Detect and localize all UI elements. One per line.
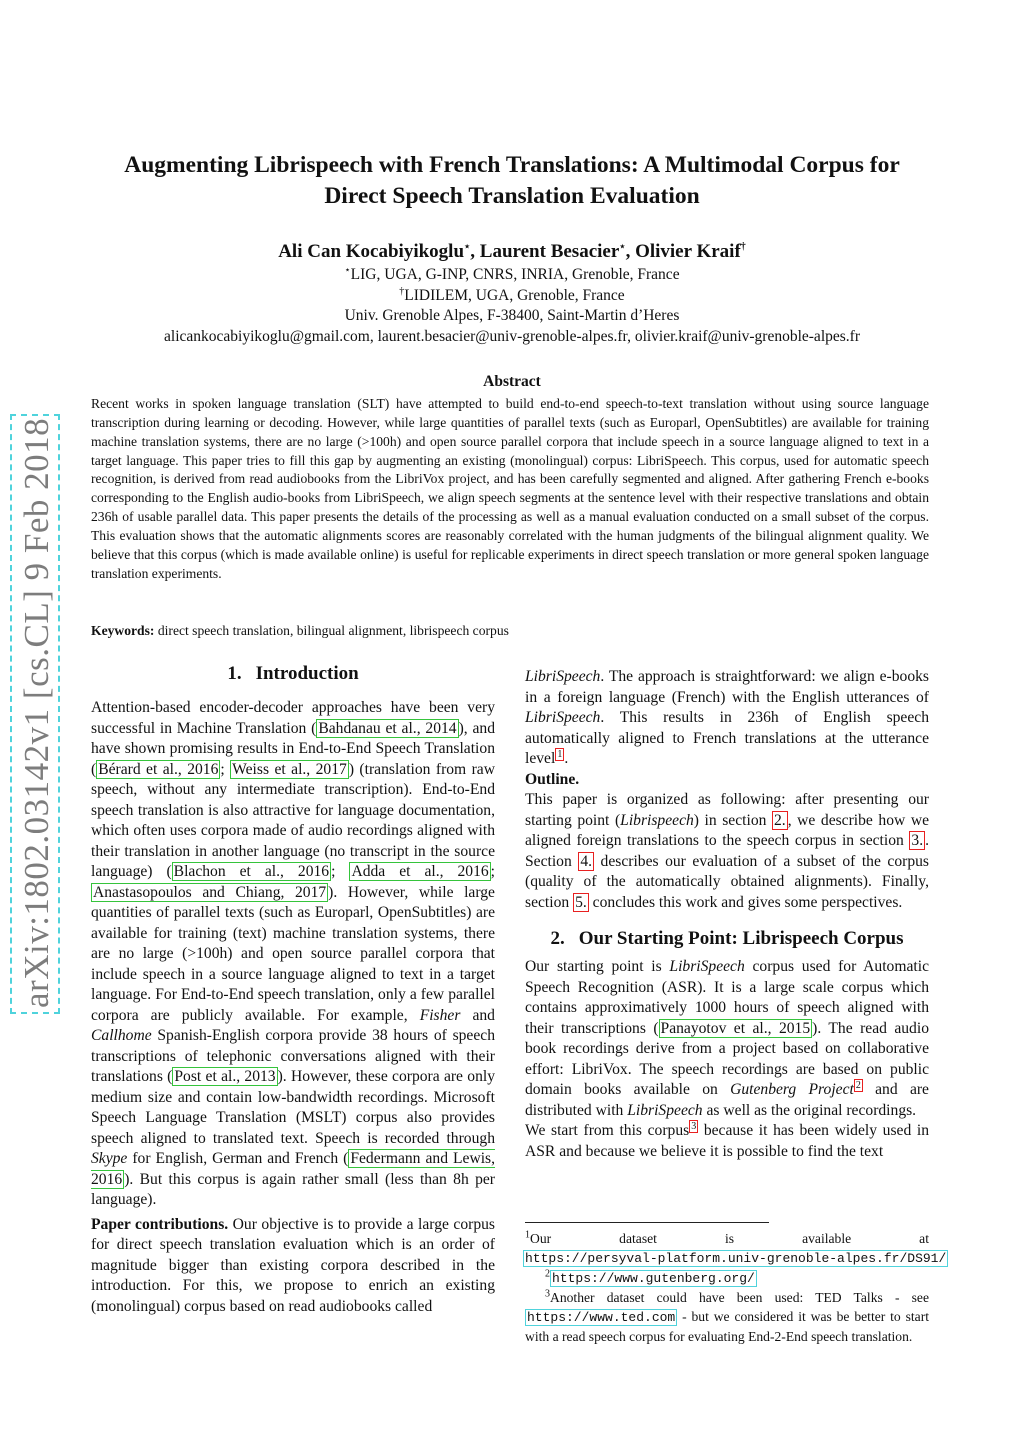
affiliation-line-1: ⋆LIG, UGA, G-INP, CNRS, INRIA, Grenoble, France	[344, 264, 680, 283]
footnote-2: $^2$ https://www.gutenberg.org/	[545, 1268, 755, 1286]
ted-url-link[interactable]: https://www.ted.com	[527, 1310, 676, 1325]
author-2-mark: ⋆	[619, 241, 626, 253]
title-line-2: Direct Speech Translation Evaluation	[324, 183, 700, 209]
footnotes	[525, 1222, 947, 1346]
citation-link[interactable]: Federmann and Lewis, 2016	[91, 1150, 495, 1188]
author-2: Laurent Besacier	[479, 241, 620, 262]
citation-link[interactable]: Post et al., 2013	[174, 1068, 276, 1085]
footnote-ref[interactable]: 2	[855, 1079, 861, 1091]
citation-link[interactable]: Adda et al., 2016	[351, 863, 489, 880]
section-link[interactable]: 4.	[580, 852, 593, 870]
citation-link[interactable]: Bérard et al., 2016	[98, 760, 219, 778]
citation-link[interactable]: Weiss et al., 2017	[232, 760, 347, 778]
intro-continuation: LibriSpeech. The approach is straightforward: we align e-books in a foreign language (French) with the English utterances of LibriSpeech. This results in 236h of English speech automatically aligned to French translations at the utterance level $^1$ .	[525, 668, 929, 767]
author-3: Olivier Kraif	[635, 241, 741, 262]
right-column	[525, 667, 929, 1162]
citation-link[interactable]: Panayotov et al., 2015	[660, 1019, 811, 1037]
section-link[interactable]: 3.	[911, 832, 924, 849]
author-emails: alicankocabiyikoglu@gmail.com, laurent.besacier@univ-grenoble-alpes.fr, olivier.kraif@univ-grenoble-alpes.fr	[164, 327, 860, 345]
dataset-url-link[interactable]: https://persyval-platform.univ-grenoble-alpes.fr/DS91/	[525, 1251, 947, 1266]
section-1-heading: 1. Introduction	[227, 663, 359, 684]
footnote-3: $^3$Another dataset could have been used: TED Talks - see https://www.ted.com - but we considered it was be better to start with a read speech corpus for evaluating End-2-End speech translation.	[525, 1288, 929, 1344]
contributions-paragraph: Paper contributions. Our objective is to provide a large corpus for direct speech translation evaluation which is an order of magnitude bigger than existing corpora described in the introduction. For this, we propose to enrich an existing (monolingual) corpus based on read audiobooks called	[91, 1215, 495, 1315]
affiliation-line-3: Univ. Grenoble Alpes, F-38400, Saint-Martin d’Heres	[344, 307, 680, 324]
arxiv-stamp[interactable]: arXiv:1802.03142v1 [cs.CL] 9 Feb 2018	[10, 414, 60, 1014]
citation-link[interactable]: Blachon et al., 2016	[173, 863, 330, 880]
author-3-mark: †	[740, 241, 746, 253]
footnote-1-url-line	[523, 1248, 947, 1268]
author-1: Ali Can Kocabiyikoglu	[278, 241, 465, 262]
section-2-paragraph: Our starting point is LibriSpeech corpus used for Automatic Speech Recognition (ASR). It is a large scale corpus which contains approximatively 1000 hours of speech aligned with their transcriptions ( Panayotov et al., 2015 ). The read audio book recordings derive from a project based on collaborative effort: LibriVox. The speech recordings are based on public domain books available on Gutenberg Project $^2$ and are distributed with LibriSpeech as well as the original recordings.	[525, 958, 929, 1119]
paper-title	[60, 150, 964, 212]
title-line-1: Augmenting Librispeech with French Translations: A Multimodal Corpus for	[124, 152, 900, 178]
section-2-paragraph-2: We start from this corpus $^3$ because it has been widely used in ASR and because we believe it is possible to find the text	[525, 1120, 929, 1160]
citation-link[interactable]: Bahdanau et al., 2014	[318, 719, 457, 737]
gutenberg-url-link[interactable]: https://www.gutenberg.org/	[552, 1271, 755, 1286]
outline-paragraph: This paper is organized as following: after presenting our starting point (Librispeech) in section 2. , we describe how we aligned foreign translations to the speech corpus in section 3. . Section 4. describes our evaluation of a subset of the corpus (quality of the automatically obtained alignments). Finally, section 5. concludes this work and gives some perspectives.	[525, 791, 930, 911]
keywords	[91, 622, 929, 640]
affiliations	[60, 265, 964, 347]
abstract-body: Recent works in spoken language translation (SLT) have attempted to build end-to-end speech-to-text translation without using source language transcription during learning or decoding. However, while large quantities of parallel texts (such as Europarl, OpenSubtitles) are available for training machine translation systems, there are no large (>100h) and open source parallel corpora that include speech in a source language aligned to text in a target language. This paper tries to fill this gap by augmenting an existing (monolingual) corpus: LibriSpeech. This corpus, used for automatic speech recognition, is derived from read audiobooks from the LibriVox project, and has been carefully segmented and aligned. After gathering French e-books corresponding to the English audio-books from LibriSpeech, we align speech segments at the sentence level with their respective translations and obtain 236h of usable parallel data. This paper presents the details of the processing as well as a manual evaluation conducted on a small subset of the corpus. This evaluation shows that the automatic alignments scores are reasonably correlated with the human judgments of the bilingual alignment quality. We believe that this corpus (which is made available online) is useful for replicable experiments in direct speech translation or more general spoken language translation experiments.	[91, 396, 929, 581]
section-2-heading: 2. Our Starting Point: Librispeech Corpus	[550, 928, 904, 949]
affiliation-line-2: †LIDILEM, UGA, Grenoble, France	[399, 285, 625, 304]
intro-paragraph: Attention-based encoder-decoder approaches have been very successful in Machine Translation ( Bahdanau et al., 2014 ), and have shown promising results in End-to-End Speech Translation ( Bérard et al., 2016 ; Weiss et al., 2017 ) (translation from raw speech, without any intermediate transcription). End-to-End speech translation is also attractive for language documentation, which often uses corpora made of audio recordings aligned with their translation in another language (no transcript in the source language) ( Blachon et al., 2016 ; Adda et al., 2016 ; Anastasopoulos and Chiang, 2017 ). However, while large quantities of parallel texts (such as Europarl, OpenSubtitles) are available for training (text) machine translation systems, there are no large (>100h) and open source parallel corpora that include speech in a source language aligned to text in a target language. For End-to-End speech translation, only a few parallel corpora are publicly available. For example, Fisher and Callhome Spanish-English corpora provide 38 hours of speech transcriptions of telephonic conversations aligned with their translations ( Post et al., 2013 ). However, these corpora are only medium size and contain low-bandwidth recordings. Microsoft Speech Language Translation (MSLT) corpus also provides speech aligned to translated text. Speech is recorded through Skype for English, German and French ( Federmann and Lewis, 2016 ). But this corpus is again rather small (less than 8h per language).	[91, 699, 496, 1208]
citation-link[interactable]: Anastasopoulos and Chiang, 2017	[93, 883, 327, 901]
author-list: Ali Can Kocabiyikoglu⋆, Laurent Besacier⋆, Olivier Kraif†	[278, 241, 746, 262]
outline-label: Outline.	[525, 770, 580, 788]
left-column	[91, 662, 495, 1317]
footnote-ref[interactable]: 3	[691, 1120, 697, 1132]
section-link[interactable]: 5.	[575, 893, 587, 911]
footnote-divider	[525, 1222, 769, 1223]
author-1-mark: ⋆	[464, 241, 471, 253]
abstract-heading: Abstract	[483, 373, 541, 390]
footnote-ref[interactable]: 1	[557, 748, 563, 760]
section-link[interactable]: 2.	[773, 811, 786, 829]
keywords-text: direct speech translation, bilingual alignment, librispeech corpus	[157, 623, 509, 638]
keywords-label: Keywords:	[91, 623, 155, 638]
footnote-1: $^1$Our dataset is available at	[525, 1229, 929, 1246]
